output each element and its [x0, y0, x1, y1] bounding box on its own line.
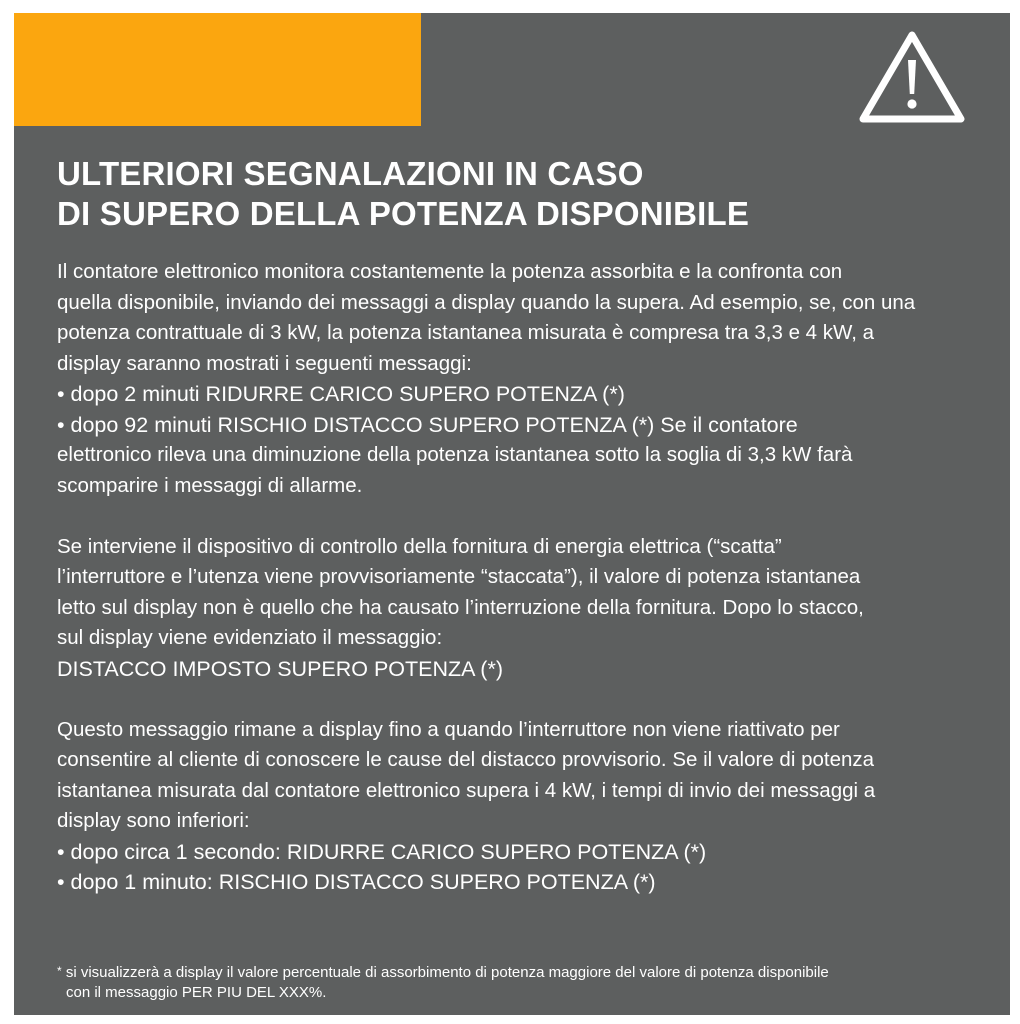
text-line: display sono inferiori:	[57, 809, 250, 832]
footnote-text: si visualizzerà a display il valore percentuale di assorbimento di potenza maggiore del valore di potenza disponibile	[65, 964, 829, 981]
bullet-item: • dopo 2 minuti RIDURRE CARICO SUPERO POTENZA (*)	[57, 382, 625, 406]
text-line: sul display viene evidenziato il messaggio:	[57, 626, 443, 649]
text-line: quella disponibile, inviando dei messaggi a display quando la supera. Ad esempio, se, con una	[57, 290, 916, 314]
body-text	[57, 257, 992, 898]
bullet-item: • dopo 92 minuti RISCHIO DISTACCO SUPERO POTENZA (*) Se il contatore	[57, 412, 798, 437]
text-line: istantanea misurata dal contatore elettronico supera i 4 kW, i tempi di invio dei messaggi a	[57, 778, 876, 802]
text-line: Questo messaggio rimane a display fino a quando l’interruttore non viene riattivato per	[57, 717, 840, 741]
title-line-2: DI SUPERO DELLA POTENZA DISPONIBILE	[57, 195, 750, 232]
footnote-line-2: con il messaggio PER PIU DEL XXX%.	[66, 984, 327, 1001]
text-line: scomparire i messaggi di allarme.	[57, 473, 363, 497]
page-title	[57, 154, 977, 234]
bullet-item: • dopo circa 1 secondo: RIDURRE CARICO SUPERO POTENZA (*)	[57, 839, 707, 864]
text-line: l’interruttore e l’utenza viene provvisoriamente “staccata”), il valore di potenza istantanea	[57, 565, 861, 588]
text-line: letto sul display non è quello che ha causato l’interruzione della fornitura. Dopo lo stacco,	[57, 595, 864, 619]
paragraph-display	[57, 715, 992, 898]
accent-bar	[14, 13, 421, 126]
text-line: Il contatore elettronico monitora costantemente la potenza assorbita e la confronta con	[57, 260, 843, 283]
text-line: display saranno mostrati i seguenti messaggi:	[57, 351, 472, 375]
text-line: potenza contrattuale di 3 kW, la potenza istantanea misurata è compresa tra 3,3 e 4 kW, a	[57, 321, 875, 344]
text-line: consentire al cliente di conoscere le cause del distacco provvisorio. Se il valore di potenza	[57, 748, 875, 771]
footnote-asterisk: *	[57, 964, 62, 978]
warning-triangle-icon	[857, 28, 967, 126]
display-message: DISTACCO IMPOSTO SUPERO POTENZA (*)	[57, 656, 503, 681]
info-card	[14, 13, 1010, 1015]
title-line-1: ULTERIORI SEGNALAZIONI IN CASO	[57, 155, 644, 192]
footnote-line-1	[57, 961, 1002, 983]
paragraph-spacer	[57, 501, 992, 532]
text-line: elettronico rileva una diminuzione della potenza istantanea sotto la soglia di 3,3 kW farà	[57, 443, 853, 466]
footnote	[57, 961, 1002, 1003]
paragraph-monitoring	[57, 257, 992, 501]
text-line: Se interviene il dispositivo di controllo della fornitura di energia elettrica (“scatta”	[57, 534, 782, 558]
paragraph-intervention	[57, 532, 992, 685]
paragraph-spacer	[57, 684, 992, 715]
bullet-item: • dopo 1 minuto: RISCHIO DISTACCO SUPERO POTENZA (*)	[57, 870, 656, 894]
